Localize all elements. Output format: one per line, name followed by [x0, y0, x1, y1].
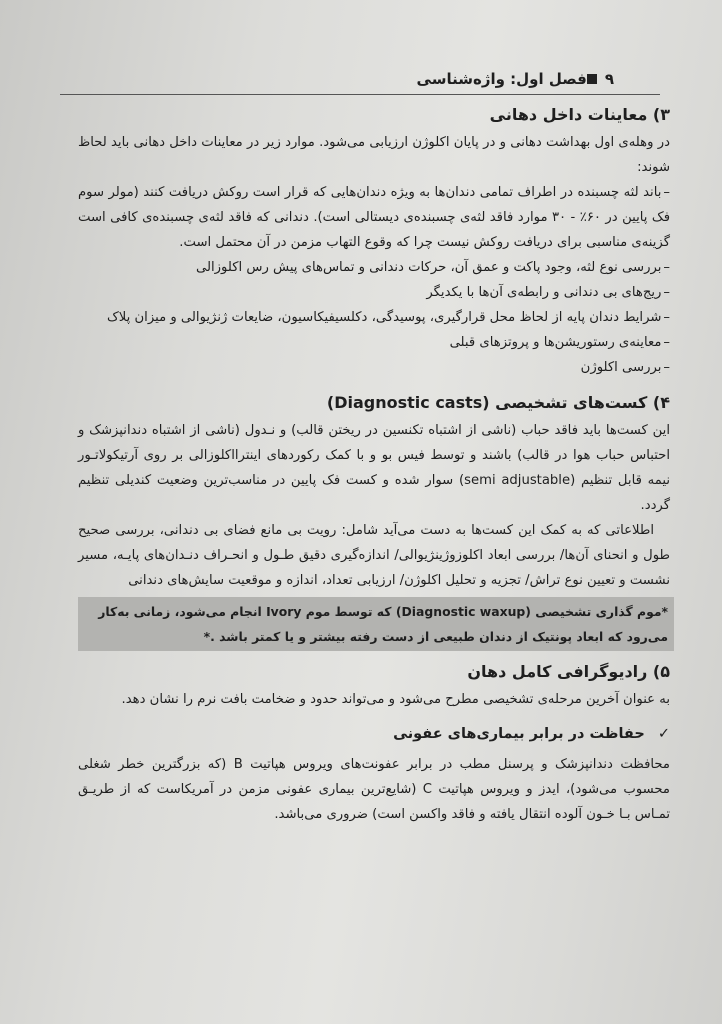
section-3-intro: در وهله‌ی اول بهداشت دهانی و در پایان اکلوژن ارزیابی می‌شود. موارد زیر در معاینات داخل دهانی باید لحاظ شوند: [78, 135, 670, 175]
square-bullet-icon [587, 74, 597, 84]
list-item: – معاینه‌ی رستوریشن‌ها و پروتزهای قبلی [78, 330, 670, 355]
section-3-list [78, 180, 670, 380]
list-item: – ریج‌های بی دندانی و رابطه‌ی آن‌ها با یکدیگر [78, 280, 670, 305]
section-4-heading: ۴) کست‌های تشخیصی (Diagnostic casts) [326, 393, 670, 412]
section-3-heading: ۳) معاینات داخل دهانی [489, 105, 670, 124]
section-4-paragraph-2: اطلاعاتی که به کمک این کست‌ها به دست می‌آید شامل: رویت بی مانع فضای بی دندانی، بررسی صحیح طول و انحنای آن‌ها/ بررسی ابعاد اکلوزوژینژیوالی/ اندازه‌گیری دقیق طـول و انحـراف دنـدان‌های پایـه، مسیر نشست و تعیین نوع تراش/ تجزیه و تحلیل اکلوژن/ ارزیابی تعداد، اندازه و موقعیت سایش‌های دندانی [78, 523, 670, 588]
section-5-heading: ۵) رادیوگرافی کامل دهان [467, 662, 670, 681]
list-item: – باند لثه چسبنده در اطراف تمامی دندان‌ها به ویژه دندان‌هایی که قرار است روکش دریافت کنند (مولر سوم فک پایین در ۶۰٪ - ۳۰ موارد فاقد لثه‌ی چسبنده‌ی دیستالی است). دندانی که فاقد لثه‌ی چسبنده‌ی کافی است گزینه‌ی مناسبی برای دریافت روکش نیست چرا که وقوع التهاب مزمن در آن محتمل است. [78, 180, 670, 255]
checkmark-icon: ✓ [657, 726, 670, 742]
infection-control-title: حفاظت در برابر بیماری‌های عفونی [393, 726, 645, 742]
page-number: ۹ [604, 70, 614, 88]
wax-up-note: *موم گذاری تشخیصی (Diagnostic waxup) که توسط موم Ivory انجام می‌شود، زمانی به‌کار می‌رود که ابعاد پونتیک از دندان طبیعی از دست رفته بیشتر و یا کمتر باشد .* [78, 597, 674, 651]
page-content [78, 100, 670, 827]
list-item: – شرایط دندان پایه از لحاظ محل قرارگیری، پوسیدگی، دکلسیفیکاسیون، ضایعات ژنژیوالی و میزان پلاک [78, 305, 670, 330]
section-4-paragraph-1: این کست‌ها باید فاقد حباب (ناشی از اشتباه تکنسین در ریختن قالب) و نـدول (ناشی از اشتباه دندانپزشک و احتباس حباب هوا در قالب) باشند و توسط فیس بو و با کمک رکوردهای اینترااکلوزالی بر روی آرتیکولاتـور نیمه قابل تنظیم (semi adjustable) سوار شده و کست فک پایین در مناسب‌ترین وضعیت کندیلی تنظیم گردد. [78, 423, 670, 513]
list-item: – بررسی اکلوژن [78, 355, 670, 380]
chapter-title: فصل اول: واژه‌شناسی [416, 70, 587, 88]
list-item: – بررسی نوع لثه، وجود پاکت و عمق آن، حرکات دندانی و تماس‌های پیش رس اکلوزالی [78, 255, 670, 280]
infection-control-heading [78, 720, 670, 748]
page-header [60, 70, 622, 88]
infection-control-paragraph: محافظت دندانپزشک و پرسنل مطب در برابر عفونت‌های ویروس هپاتیت B (که بزرگترین خطر شغلی محسوب می‌شود)، ایدز و ویروس هپاتیت C (شایع‌ترین بیماری عفونی مزمن در آمریکاست که از طریـق تمـاس بـا خـون آلوده انتقال یافته و فاقد واکسن است) ضروری می‌باشد. [78, 757, 670, 822]
header-divider [60, 94, 660, 95]
section-5-paragraph: به عنوان آخرین مرحله‌ی تشخیصی مطرح می‌شود و می‌تواند حدود و ضخامت بافت نرم را نشان دهد. [121, 692, 670, 707]
